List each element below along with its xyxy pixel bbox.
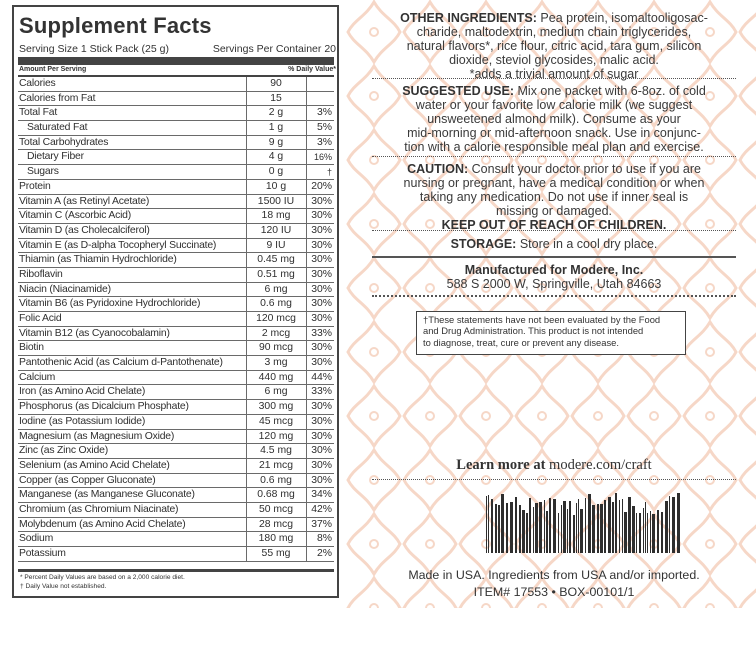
- nutrient-row: [18, 532, 334, 547]
- nutrient-row: [18, 312, 334, 327]
- suggested-use-line-4: mid-morning or mid-afternoon snack. Use in conjunc-: [407, 126, 701, 140]
- suggested-use: [368, 84, 740, 154]
- nutrient-row: [18, 136, 334, 151]
- nutrient-daily-value: 30%: [311, 415, 332, 427]
- nutrient-daily-value: 3%: [316, 107, 332, 119]
- nutrient-name: Manganese (as Manganese Gluconate): [19, 489, 195, 501]
- nutrient-daily-value: 30%: [311, 357, 332, 369]
- caution-line-3: taking any medication. Do not use if inner seal is: [419, 190, 689, 204]
- barcode-bar: [533, 507, 534, 553]
- barcode-bar: [624, 512, 627, 553]
- barcode-bar: [569, 501, 571, 553]
- nutrient-amount: 300 mg: [258, 401, 294, 413]
- nutrient-daily-value: †: [326, 167, 332, 178]
- barcode-bar: [519, 505, 521, 553]
- barcode-bar: [563, 501, 566, 553]
- nutrient-name: Iodine (as Potassium Iodide): [19, 415, 146, 427]
- barcode-bar: [522, 510, 525, 553]
- nutrient-daily-value: 30%: [311, 474, 332, 486]
- nutrient-daily-value: 42%: [311, 503, 332, 515]
- nutrient-amount: 120 mcg: [256, 313, 296, 324]
- barcode-bar: [488, 495, 489, 553]
- disclaimer-line-3: to diagnose, treat, cure or prevent any disease.: [423, 336, 619, 348]
- storage-label: STORAGE:: [450, 237, 517, 251]
- nutrient-amount: 21 mcg: [258, 459, 294, 471]
- fda-disclaimer: [416, 311, 686, 355]
- barcode-bar: [495, 504, 497, 553]
- nutrient-name: Zinc (as Zinc Oxide): [19, 445, 108, 457]
- serving-size: Serving Size 1 Stick Pack (25 g): [19, 43, 169, 55]
- nutrient-daily-value: 30%: [311, 283, 332, 295]
- nutrient-name: Vitamin D (as Cholecalciferol): [19, 224, 150, 236]
- nutrient-name: Calories from Fat: [19, 92, 96, 104]
- nutrient-row: [18, 209, 334, 224]
- barcode-bar: [515, 497, 517, 553]
- nutrient-name: Molybdenum (as Amino Acid Chelate): [19, 518, 186, 530]
- nutrient-name: Copper (as Copper Gluconate): [19, 474, 156, 486]
- barcode-bar: [677, 493, 680, 553]
- barcode-bar: [506, 503, 508, 553]
- nutrient-row: [18, 121, 334, 136]
- other-ingredients-label: OTHER INGREDIENTS:: [400, 11, 537, 25]
- caution: [368, 162, 740, 232]
- barcode-bar: [622, 499, 623, 553]
- barcode-bar: [639, 513, 641, 553]
- nutrient-name: Vitamin C (Ascorbic Acid): [19, 210, 132, 222]
- manufacturer: [368, 263, 740, 291]
- nutrient-amount: 9 IU: [266, 239, 286, 251]
- nutrient-row: [18, 503, 334, 518]
- learn-more: [368, 457, 740, 474]
- nutrient-name: Protein: [19, 180, 51, 192]
- barcode-bar: [535, 503, 538, 553]
- nutrient-amount: 0.6 mg: [260, 298, 292, 310]
- nutrient-daily-value: 30%: [311, 210, 332, 222]
- nutrient-daily-value: 30%: [311, 430, 332, 442]
- nutrient-daily-value: 5%: [316, 122, 332, 134]
- footnote-not-established: † Daily Value not established.: [20, 583, 107, 590]
- barcode-bar: [567, 509, 568, 553]
- barcode-bar: [529, 498, 531, 553]
- barcode-bar: [650, 511, 651, 553]
- disclaimer-line-2: and Drug Administration. This product is not intended: [423, 325, 644, 337]
- other-ingredients-line-5: *adds a trivial amount of sugar: [469, 67, 639, 81]
- nutrient-name: Total Fat: [19, 107, 58, 119]
- nutrient-row: [18, 459, 334, 474]
- nutrient-daily-value: 16%: [313, 152, 332, 163]
- nutrient-amount: 9 g: [268, 136, 284, 148]
- barcode-bar: [580, 509, 583, 553]
- nutrient-row: [18, 106, 334, 121]
- caution-line-1: Consult your doctor prior to use if you are: [471, 162, 701, 176]
- barcode-bar: [661, 512, 663, 553]
- barcode-bar: [645, 502, 646, 553]
- nutrient-daily-value: 44%: [311, 371, 332, 383]
- other-ingredients-line-4: dioxide, steviol glycosides, malic acid.: [449, 53, 659, 67]
- barcode-bar: [647, 513, 648, 553]
- barcode-bar: [615, 493, 617, 553]
- facts-footnotes: [20, 573, 185, 591]
- nutrient-name: Chromium (as Chromium Niacinate): [19, 503, 179, 515]
- nutrient-name: Vitamin B12 (as Cyanocobalamin): [19, 327, 170, 339]
- nutrient-name: Dietary Fiber: [27, 151, 84, 163]
- divider: [372, 230, 736, 231]
- nutrient-daily-value: 30%: [311, 401, 332, 413]
- barcode-icon: [480, 487, 684, 559]
- thick-divider: [18, 57, 334, 65]
- barcode-bar: [486, 496, 487, 553]
- barcode-bar: [643, 508, 644, 553]
- barcode-bar: [669, 496, 670, 553]
- nutrient-name: Sodium: [19, 533, 54, 545]
- nutrient-name: Selenium (as Amino Acid Chelate): [19, 459, 170, 471]
- barcode-bar: [546, 511, 548, 553]
- nutrient-amount: 15: [270, 92, 282, 104]
- nutrient-row: [18, 518, 334, 533]
- barcode-bar: [510, 502, 513, 553]
- nutrient-row: [18, 253, 334, 268]
- nutrient-daily-value: 2%: [316, 548, 332, 559]
- nutrient-name: Vitamin B6 (as Pyridoxine Hydrochloride): [19, 298, 201, 310]
- nutrient-amount: 2 g: [268, 107, 284, 119]
- nutrient-amount: 0.51 mg: [257, 268, 295, 280]
- disclaimer-line-1: †These statements have not been evaluated by the Food: [423, 314, 661, 325]
- item-code: ITEM# 17553 • BOX-00101/1: [473, 585, 635, 599]
- nutrient-row: [18, 430, 334, 445]
- nutrient-daily-value: 20%: [311, 180, 332, 192]
- nutrient-name: Iron (as Amino Acid Chelate): [19, 386, 146, 398]
- nutrient-row: [18, 356, 334, 371]
- nutrient-table: [18, 77, 334, 562]
- barcode-bar: [544, 500, 545, 553]
- nutrient-name: Saturated Fat: [27, 122, 88, 134]
- barcode-bar: [553, 499, 556, 553]
- nutrient-amount: 0.45 mg: [257, 254, 295, 266]
- nutrient-name: Potassium: [19, 548, 66, 559]
- nutrient-amount: 6 mg: [264, 283, 288, 295]
- column-divider: [306, 92, 307, 107]
- learn-more-url[interactable]: modere.com/craft: [549, 457, 652, 473]
- barcode-bar: [526, 513, 528, 553]
- caution-line-2: nursing or pregnant, have a medical condition or when: [403, 176, 705, 190]
- nutrient-row: [18, 385, 334, 400]
- manufacturer-label: Manufactured for Modere, Inc.: [464, 263, 644, 277]
- other-ingredients: [368, 11, 740, 81]
- nutrient-amount: 3 mg: [264, 357, 288, 369]
- nutrient-amount: 6 mg: [264, 386, 288, 398]
- barcode-bar: [576, 503, 577, 553]
- barcode-bar: [597, 504, 599, 553]
- nutrient-amount: 440 mg: [258, 371, 294, 383]
- nutrient-amount: 0 g: [268, 166, 284, 178]
- dv-header: % Daily Value*: [288, 66, 336, 73]
- nutrient-row: [18, 283, 334, 298]
- nutrient-row: [18, 297, 334, 312]
- bottom-divider: [18, 569, 334, 572]
- nutrient-name: Sugars: [27, 166, 59, 178]
- barcode-bar: [665, 501, 668, 553]
- divider: [372, 256, 736, 258]
- other-ingredients-line-1: Pea protein, isomaltooligosac-: [540, 11, 708, 25]
- nutrient-daily-value: 30%: [311, 342, 332, 354]
- barcode-bar: [558, 513, 559, 553]
- nutrient-row: [18, 268, 334, 283]
- nutrient-daily-value: 33%: [311, 386, 332, 398]
- nutrient-name: Total Carbohydrates: [19, 136, 109, 148]
- nutrient-daily-value: 8%: [316, 533, 332, 545]
- storage-text: Store in a cool dry place.: [519, 237, 658, 251]
- footnote-daily-values: * Percent Daily Values are based on a 2,000 calorie diet.: [20, 574, 185, 581]
- divider: [372, 156, 736, 157]
- nutrient-daily-value: 30%: [311, 195, 332, 207]
- barcode-bar: [600, 504, 603, 553]
- nutrient-amount: 120 IU: [260, 224, 292, 236]
- barcode-bar: [539, 502, 542, 553]
- barcode-bar: [612, 502, 614, 553]
- barcode-bar: [636, 513, 637, 553]
- nutrient-daily-value: 34%: [311, 489, 332, 501]
- supplement-facts-panel: [12, 5, 339, 598]
- nutrient-amount: 0.68 mg: [257, 489, 295, 501]
- nutrient-amount: 2 mcg: [261, 327, 291, 339]
- suggested-use-line-5: tion with a calorie responsible meal plan and exercise.: [404, 140, 704, 154]
- nutrient-name: Niacin (Niacinamide): [19, 283, 111, 295]
- nutrient-daily-value: 30%: [311, 239, 332, 251]
- nutrient-amount: 50 mcg: [258, 503, 294, 515]
- other-ingredients-line-2: charide, maltodextrin, medium chain triglycerides,: [416, 25, 692, 39]
- nutrient-row: [18, 224, 334, 239]
- nutrient-row: [18, 165, 334, 180]
- keep-out-warning: KEEP OUT OF REACH OF CHILDREN.: [441, 218, 667, 232]
- barcode-bar: [592, 505, 595, 553]
- nutrient-amount: 1 g: [268, 122, 284, 134]
- nutrient-name: Calories: [19, 78, 56, 89]
- origin-info: [368, 567, 740, 601]
- divider: [372, 295, 736, 297]
- barcode-bar: [652, 514, 655, 553]
- nutrient-daily-value: 37%: [311, 518, 332, 530]
- manufacturer-address: 588 S 2000 W, Springville, Utah 84663: [446, 277, 662, 291]
- nutrient-amount: 55 mg: [261, 548, 291, 559]
- storage: [368, 237, 740, 251]
- nutrient-row: [18, 547, 334, 562]
- caution-label: CAUTION:: [407, 162, 469, 176]
- nutrient-amount: 90: [270, 78, 282, 89]
- nutrient-name: Folic Acid: [19, 313, 62, 324]
- nutrient-daily-value: 30%: [311, 313, 332, 324]
- nutrient-name: Magnesium (as Magnesium Oxide): [19, 430, 175, 442]
- nutrient-amount: 18 mg: [261, 210, 291, 222]
- nutrient-amount: 45 mcg: [258, 415, 294, 427]
- caution-line-4: missing or damaged.: [495, 204, 613, 218]
- nutrient-row: [18, 180, 334, 195]
- nutrient-row: [18, 474, 334, 489]
- column-divider: [306, 77, 307, 92]
- nutrient-row: [18, 195, 334, 210]
- barcode-bar: [604, 500, 606, 553]
- nutrient-name: Riboflavin: [19, 268, 63, 280]
- nutrient-row: [18, 150, 334, 165]
- barcode-bar: [498, 505, 500, 553]
- nutrient-amount: 90 mcg: [258, 342, 294, 354]
- barcode-bar: [573, 515, 575, 553]
- barcode-bar: [491, 499, 493, 553]
- nutrient-row: [18, 239, 334, 254]
- nutrient-row: [18, 400, 334, 415]
- nutrient-name: Calcium: [19, 371, 56, 383]
- nutrient-amount: 4.5 mg: [260, 445, 292, 457]
- nutrient-row: [18, 444, 334, 459]
- nutrient-row: [18, 371, 334, 386]
- other-ingredients-line-3: natural flavors*, rice flour, citric acid, tara gum, silicon: [406, 39, 702, 53]
- barcode-bar: [578, 499, 579, 553]
- nutrient-row: [18, 341, 334, 356]
- barcode-bar: [588, 494, 591, 553]
- nutrient-daily-value: 30%: [311, 298, 332, 310]
- nutrient-row: [18, 92, 334, 107]
- barcode-bar: [585, 498, 586, 553]
- nutrient-row: [18, 77, 334, 92]
- servings-per-container: Servings Per Container 20: [212, 43, 336, 55]
- nutrient-name: Phosphorus (as Dicalcium Phosphate): [19, 401, 189, 413]
- nutrient-row: [18, 327, 334, 342]
- barcode-bar: [657, 510, 659, 553]
- learn-more-label: Learn more at: [456, 457, 546, 473]
- nutrient-amount: 120 mg: [258, 430, 294, 442]
- nutrient-daily-value: 30%: [311, 445, 332, 457]
- nutrient-daily-value: 3%: [316, 136, 332, 148]
- nutrient-amount: 1500 IU: [257, 195, 295, 207]
- suggested-use-line-1: Mix one packet with 6-8oz. of cold: [517, 84, 706, 98]
- barcode-bar: [608, 497, 611, 553]
- suggested-use-line-2: water or your favorite low calorie milk (we suggest: [415, 98, 693, 112]
- nutrient-daily-value: 30%: [311, 268, 332, 280]
- nutrient-name: Biotin: [19, 342, 44, 354]
- suggested-use-line-3: unsweetened almond milk). Consume as your: [427, 112, 681, 126]
- nutrient-amount: 4 g: [268, 151, 284, 163]
- nutrient-amount: 180 mg: [258, 533, 294, 545]
- nutrient-name: Vitamin A (as Retinyl Acetate): [19, 195, 150, 207]
- divider: [372, 78, 736, 79]
- nutrient-daily-value: 33%: [311, 327, 332, 339]
- barcode-bar: [549, 498, 551, 553]
- nutrient-amount: 0.6 mg: [260, 474, 292, 486]
- amount-header: Amount Per Serving: [19, 66, 87, 73]
- nutrient-daily-value: 30%: [311, 254, 332, 266]
- nutrient-name: Thiamin (as Thiamin Hydrochloride): [19, 254, 177, 266]
- nutrient-amount: 28 mcg: [258, 518, 294, 530]
- nutrient-name: Vitamin E (as D-alpha Tocopheryl Succinate): [19, 239, 217, 251]
- nutrient-daily-value: 30%: [311, 224, 332, 236]
- nutrient-name: Pantothenic Acid (as Calcium d-Pantothenate): [19, 357, 223, 369]
- nutrient-row: [18, 488, 334, 503]
- barcode-bar: [561, 505, 562, 553]
- nutrient-row: [18, 415, 334, 430]
- nutrient-amount: 10 g: [265, 180, 287, 192]
- origin-text: Made in USA. Ingredients from USA and/or imported.: [408, 568, 700, 582]
- divider: [372, 479, 736, 480]
- facts-title: Supplement Facts: [19, 13, 212, 38]
- barcode-bar: [672, 497, 675, 553]
- nutrient-daily-value: 30%: [311, 459, 332, 471]
- barcode-bar: [632, 506, 635, 553]
- barcode-bar: [619, 500, 620, 553]
- barcode-bar: [501, 494, 504, 553]
- barcode-bar: [628, 497, 631, 553]
- suggested-use-label: SUGGESTED USE:: [402, 84, 515, 98]
